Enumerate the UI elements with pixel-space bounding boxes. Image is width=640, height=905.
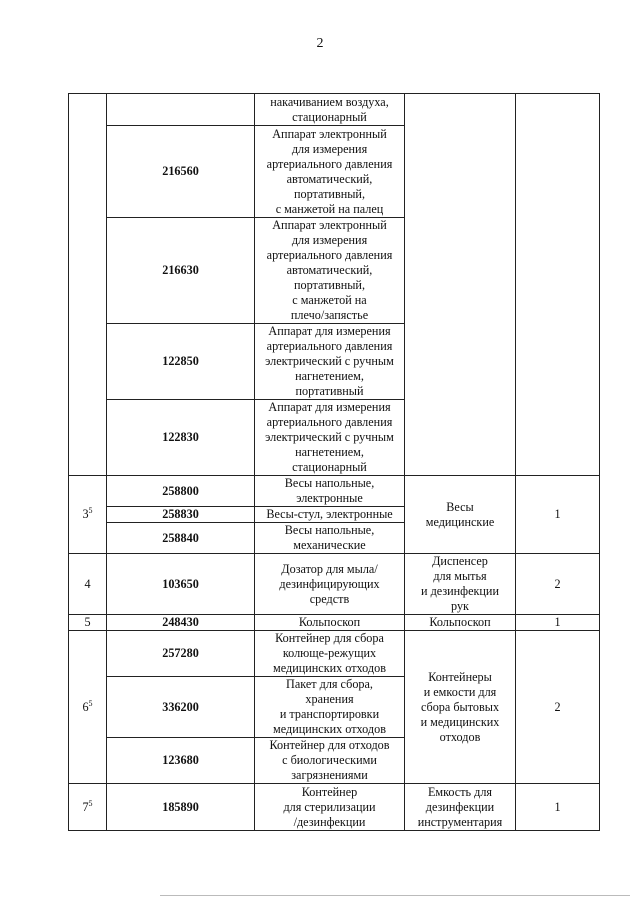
quantity-cell: 1 <box>516 784 600 831</box>
group-name-cell <box>405 94 516 476</box>
group-name-cell: Емкость для дезинфекции инструментария <box>405 784 516 831</box>
code-cell: 258830 <box>107 507 255 523</box>
code-cell: 185890 <box>107 784 255 831</box>
device-name-cell: Дозатор для мыла/ дезинфицирующих средств <box>255 554 405 615</box>
table-row <box>69 784 600 831</box>
device-name-cell: Аппарат электронный для измерения артериального давления автоматический, портативный, с манжетой на палец <box>255 126 405 218</box>
page-number: 2 <box>316 36 324 51</box>
code-cell: 336200 <box>107 677 255 738</box>
quantity-cell: 2 <box>516 631 600 784</box>
device-name-cell: Аппарат электронный для измерения артериального давления автоматический, портативный, с манжетой на плечо/запястье <box>255 218 405 324</box>
table-row <box>69 554 600 615</box>
quantity-cell: 1 <box>516 615 600 631</box>
device-name-cell: Аппарат для измерения артериального давления электрический с ручным нагнетением, портативный <box>255 324 405 400</box>
code-cell: 103650 <box>107 554 255 615</box>
group-name-cell: Контейнеры и емкости для сбора бытовых и медицинских отходов <box>405 631 516 784</box>
group-name-cell: Диспенсер для мытья и дезинфекции рук <box>405 554 516 615</box>
row-number-cell: $6^5$ <box>69 631 107 784</box>
table-row <box>69 615 600 631</box>
row-number-cell: 5 <box>69 615 107 631</box>
quantity-cell: 2 <box>516 554 600 615</box>
code-cell: 258800 <box>107 476 255 507</box>
device-name-cell: Контейнер для отходов с биологическими загрязнениями <box>255 738 405 784</box>
code-cell: 248430 <box>107 615 255 631</box>
device-name-cell: Весы-стул, электронные <box>255 507 405 523</box>
code-cell: 123680 <box>107 738 255 784</box>
code-cell: 122830 <box>107 400 255 476</box>
bottom-divider <box>160 895 630 896</box>
table-row <box>69 94 600 126</box>
quantity-cell <box>516 94 600 476</box>
code-cell: 257280 <box>107 631 255 677</box>
device-name-cell: накачиванием воздуха, стационарный <box>255 94 405 126</box>
code-cell: 258840 <box>107 523 255 554</box>
code-cell: 216560 <box>107 126 255 218</box>
device-name-cell: Весы напольные, электронные <box>255 476 405 507</box>
device-name-cell: Аппарат для измерения артериального давления электрический с ручным нагнетением, стационарный <box>255 400 405 476</box>
code-cell <box>107 94 255 126</box>
group-name-cell: Весы медицинские <box>405 476 516 554</box>
table-row <box>69 476 600 507</box>
device-name-cell: Контейнер для стерилизации /дезинфекции <box>255 784 405 831</box>
row-number-cell: $7^5$ <box>69 784 107 831</box>
equipment-table <box>68 93 600 831</box>
table-row <box>69 631 600 677</box>
device-name-cell: Кольпоскоп <box>255 615 405 631</box>
device-name-cell: Контейнер для сбора колюще-режущих медицинских отходов <box>255 631 405 677</box>
code-cell: 216630 <box>107 218 255 324</box>
row-number-cell <box>69 94 107 476</box>
code-cell: 122850 <box>107 324 255 400</box>
row-number-cell: $3^5$ <box>69 476 107 554</box>
group-name-cell: Кольпоскоп <box>405 615 516 631</box>
row-number-cell: 4 <box>69 554 107 615</box>
quantity-cell: 1 <box>516 476 600 554</box>
device-name-cell: Пакет для сбора, хранения и транспортировки медицинских отходов <box>255 677 405 738</box>
device-name-cell: Весы напольные, механические <box>255 523 405 554</box>
